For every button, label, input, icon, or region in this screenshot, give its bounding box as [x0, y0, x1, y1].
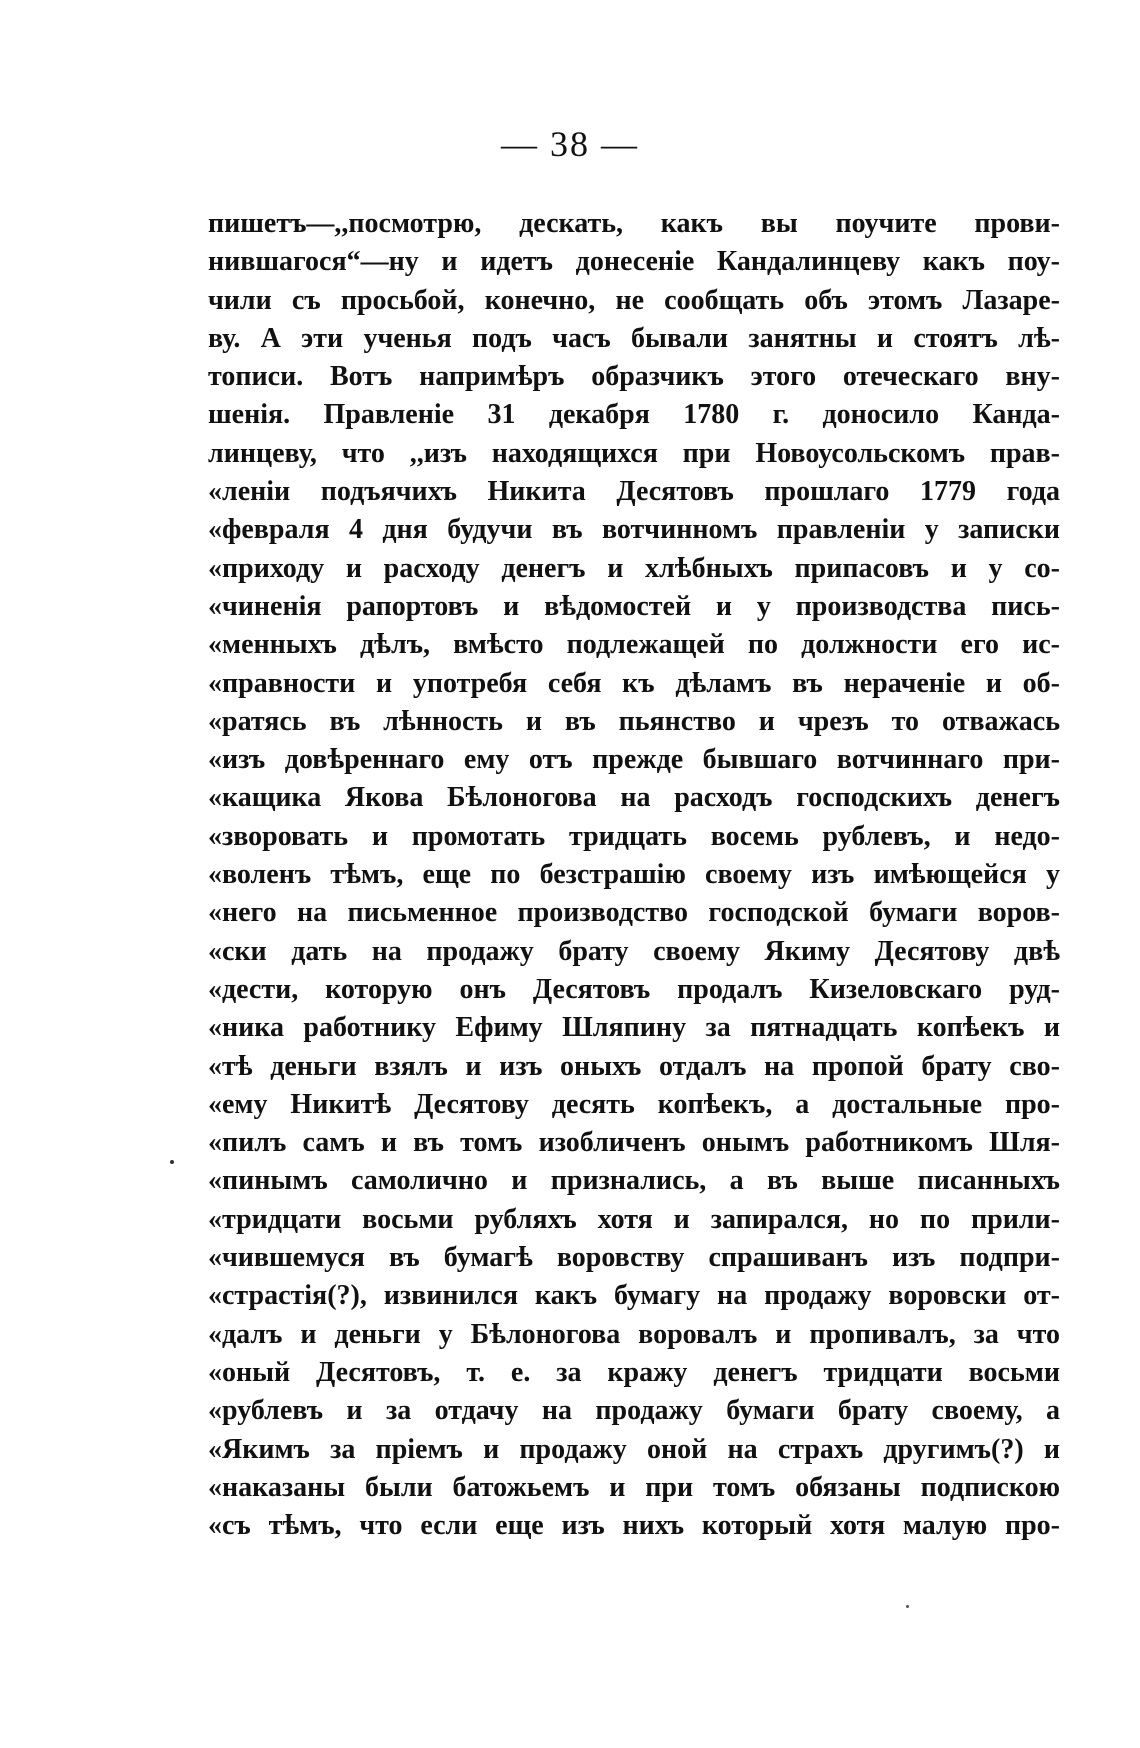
text-line: «воленъ тѣмъ, еще по безстрашію своему изъ имѣющейся у	[208, 859, 1060, 891]
text-line: «дести, которую онъ Десятовъ продалъ Кизеловскаго руд-	[208, 973, 1060, 1005]
text-line: линцеву, что ,,изъ находящихся при Новоусольскомъ прав-	[208, 437, 1060, 469]
text-line: «тридцати восьми рубляхъ хотя и запирался, но по прили-	[208, 1203, 1060, 1235]
text-line: «приходу и расходу денегъ и хлѣбныхъ припасовъ и у со-	[208, 552, 1060, 584]
text-line: чили съ просьбой, конечно, не сообщать объ этомъ Лазаре-	[208, 284, 1060, 316]
text-line: «рублевъ и за отдачу на продажу бумаги брату своему, а	[208, 1395, 1060, 1427]
text-line: «чиненія рапортовъ и вѣдомостей и у производства пись-	[208, 590, 1060, 622]
text-line: «далъ и деньги у Бѣлоногова воровалъ и пропивалъ, за что	[208, 1318, 1060, 1350]
text-line: «наказаны были батожьемъ и при томъ обязаны подпискою	[208, 1471, 1060, 1503]
text-line: тописи. Вотъ напримѣръ образчикъ этого отеческаго вну-	[208, 361, 1060, 393]
text-line: пишетъ—,,посмотрю, дескать, какъ вы поучите прови-	[208, 208, 1060, 239]
margin-speck	[906, 1605, 909, 1608]
text-line: «Якимъ за пріемъ и продажу оной на страхъ другимъ(?) и	[208, 1433, 1060, 1465]
text-line: шенія. Правленіе 31 декабря 1780 г. доносило Канда-	[208, 399, 1060, 431]
body-text	[208, 205, 1060, 1545]
text-line: «февраля 4 дня будучи въ вотчинномъ правленіи у записки	[208, 514, 1060, 546]
page-number: — 38 —	[501, 124, 639, 164]
text-line: «съ тѣмъ, что если еще изъ нихъ который хотя малую про-	[208, 1510, 1060, 1542]
margin-speck	[170, 1160, 174, 1164]
text-line: «правности и употребя себя къ дѣламъ въ нераченіе и об-	[208, 667, 1060, 699]
text-line: «ему Никитѣ Десятову десять копѣекъ, а достальные про-	[208, 1088, 1060, 1120]
text-line: «ратясь въ лѣнность и въ пьянство и чрезъ то отважась	[208, 705, 1060, 737]
text-line: «менныхъ дѣлъ, вмѣсто подлежащей по должности его ис-	[208, 629, 1060, 661]
text-line: «пинымъ самолично и признались, а въ выше писанныхъ	[208, 1165, 1060, 1197]
text-line: «него на письменное производство господской бумаги воров-	[208, 897, 1060, 929]
text-line: «тѣ деньги взялъ и изъ оныхъ отдалъ на пропой брату сво-	[208, 1050, 1060, 1082]
text-line: «оный Десятовъ, т. е. за кражу денегъ тридцати восьми	[208, 1356, 1060, 1388]
text-line: «чившемуся въ бумагѣ воровству спрашиванъ изъ подпри-	[208, 1242, 1060, 1274]
text-line: «пилъ самъ и въ томъ изобличенъ онымъ работникомъ Шля-	[208, 1127, 1060, 1159]
text-line: «изъ довѣреннаго ему отъ прежде бывшаго вотчиннаго при-	[208, 744, 1060, 776]
text-line: «леніи подъячихъ Никита Десятовъ прошлаго 1779 года	[208, 476, 1060, 508]
text-line: «ника работнику Ефиму Шляпину за пятнадцать копѣекъ и	[208, 1012, 1060, 1044]
text-line: «страстія(?), извинился какъ бумагу на продажу воровски от-	[208, 1280, 1060, 1312]
text-line: «зворовать и промотать тридцать восемь рублевъ, и недо-	[208, 820, 1060, 852]
text-line: нившагося“—ну и идетъ донесеніе Кандалинцеву какъ поу-	[208, 246, 1060, 278]
text-line: «ски дать на продажу брату своему Якиму Десятову двѣ	[208, 935, 1060, 967]
text-line: ву. А эти ученья подъ часъ бывали занятны и стоятъ лѣ-	[208, 322, 1060, 354]
text-line: «кащика Якова Бѣлоногова на расходъ господскихъ денегъ	[208, 782, 1060, 814]
